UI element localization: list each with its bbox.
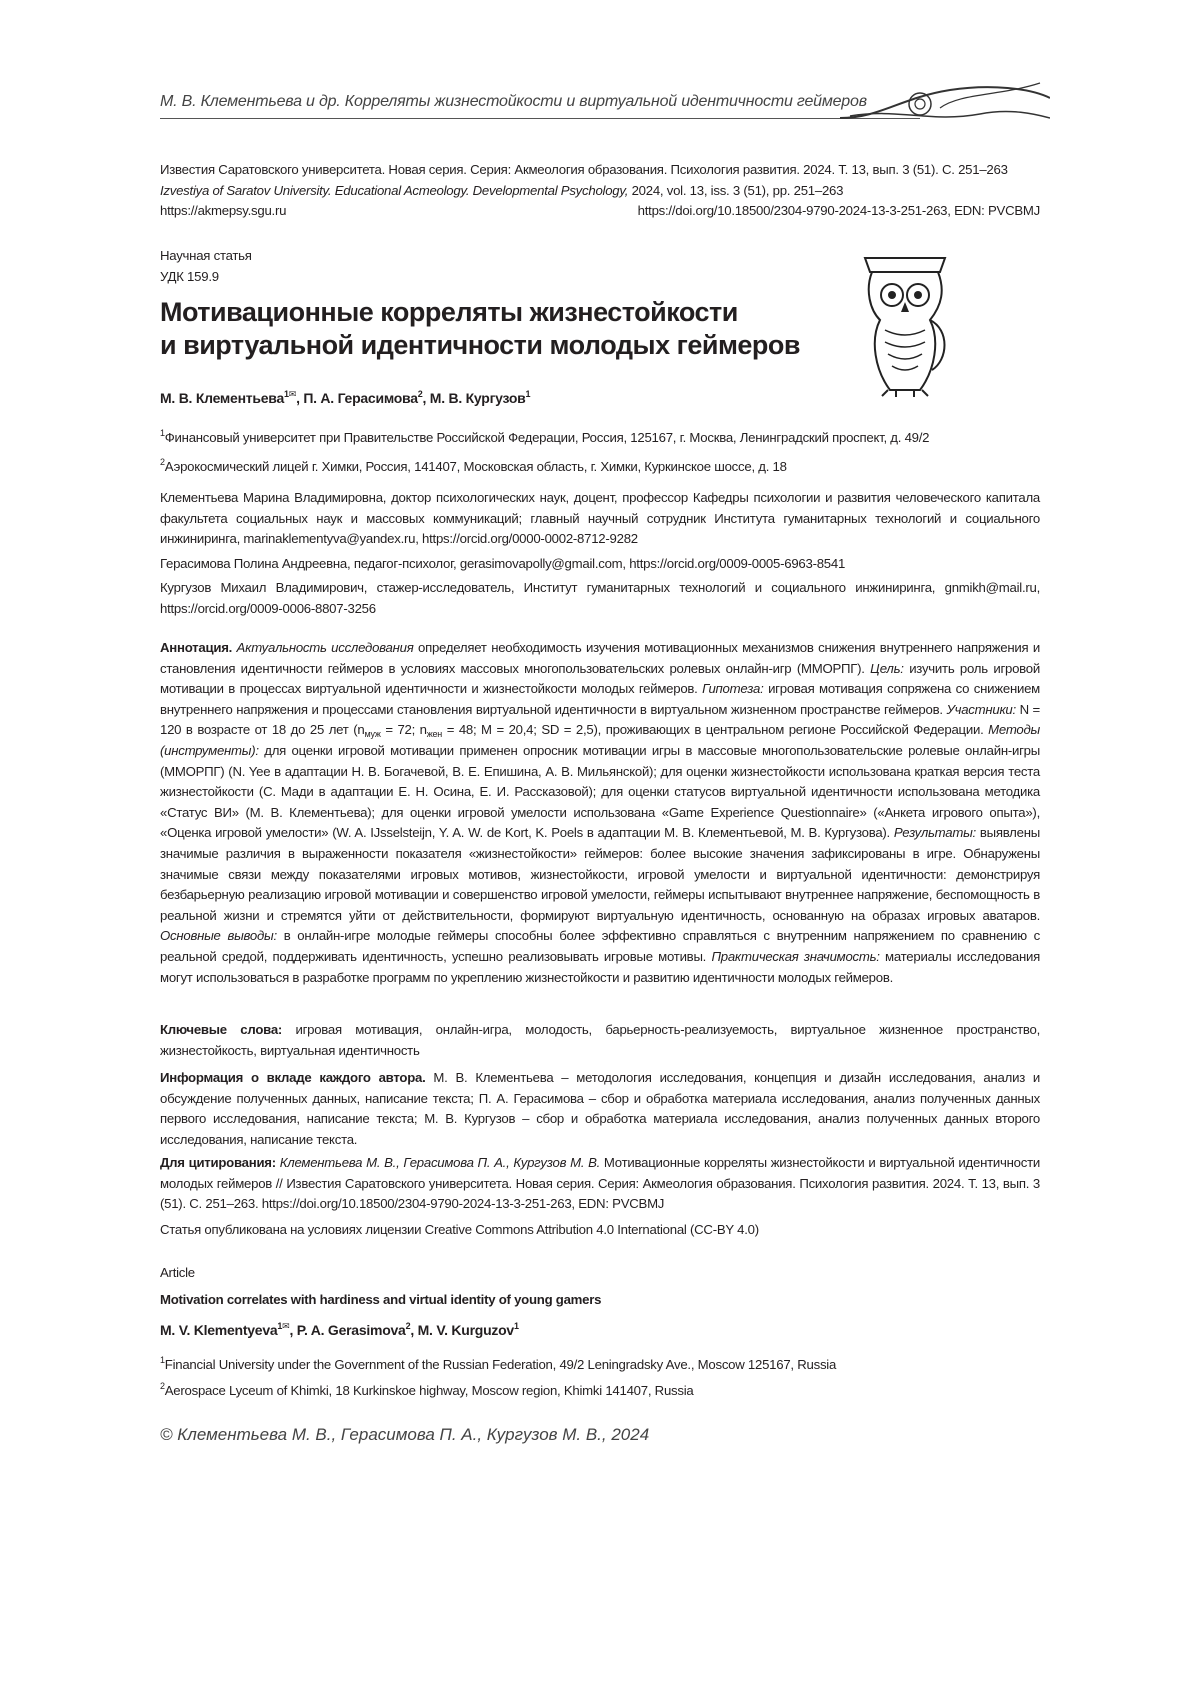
envelope-icon[interactable]: ✉ [282, 1321, 290, 1331]
citation-text: Мотивационные корреляты жизнестойкости и виртуальной идентичности молодых геймеров // Известия Саратовского университета. Новая серия. Серия: Акмеология образования. Психология развития. 2024. Т. 13, вып. 3 (51). С. 251–263. https://doi.org/10.18500/2304-9790-2024-13-3-251-263, EDN: PVCBMJ [160, 1155, 1040, 1212]
affiliation: Aerospace Lyceum of Khimki, 18 Kurkinskoe highway, Moscow region, Khimki 141407, Russia [164, 1382, 694, 1398]
sep: , [410, 1322, 418, 1338]
author-sup: 1 [277, 1321, 283, 1331]
affil-sup: 1 [160, 428, 165, 438]
author-bio: Кургузов Михаил Владимирович, стажер-исследователь, Институт гуманитарных технологий и социального инжиниринга, gnmikh@mail.ru, https://orcid.org/0009-0006-8807-3256 [160, 580, 1040, 616]
journal-en: Izvestiya of Saratov University. Educational Acmeology. Developmental Psychology, [160, 182, 629, 198]
title-line-2: и виртуальной идентичности молодых геймеров [160, 330, 801, 360]
author-sup: 1 [284, 389, 289, 399]
owl-logo-icon [860, 250, 950, 400]
annotation-heading: Участники: [946, 701, 1016, 717]
sep: , [289, 1322, 297, 1338]
author-sup: 1 [513, 1321, 519, 1331]
annotation-text: для оценки игровой мотивации применен опросник мотивации игры в массовые многопользовательские ролевые онлайн-игры (ММОРПГ) (N. Yee в адаптации Н. В. Богачевой, В. Е. Епишина, А. В. Мильянской); для оценки жизнестойкости использована краткая версия теста жизнестойкости (С. Мади в адаптации Е. Н. Осина, Е. И. Рассказовой); для оценки статусов виртуальной идентичности использована методика «Статус ВИ» (М. В. Клементьева); для оценки игровой умелости использована «Game Experience Questionnaire» («Анкета игрового опыта»), «Оценка игровой умелости» (W. A. IJsselsteijn, Y. A. W. de Kort, K. Poels в адаптации М. В. Клементьевой, М. В. Кургузова). [160, 742, 1040, 841]
affiliation: Financial University under the Government of the Russian Federation, 49/2 Leningradsky Ave., Moscow 125167, Russia [164, 1357, 837, 1372]
annotation-text: N = 120 в возрасте от 18 до 25 лет (n [160, 701, 1040, 738]
article-type-en: Article [160, 1265, 195, 1280]
article-title [160, 296, 800, 362]
author-name: М. В. Клементьева [160, 390, 284, 406]
annotation-heading: Методы (инструменты): [160, 722, 1040, 758]
header-rule [160, 118, 920, 119]
affil-sup: 2 [160, 1380, 165, 1391]
annotation-heading: Основные выводы: [160, 928, 277, 944]
annotation-heading: Результаты: [893, 825, 976, 841]
annotation-text: определяет необходимость изучения мотивационных механизмов снижения внутреннего напряжения и становления идентичности геймеров в условиях массовых многопользовательских ролевых онлайн-игр (ММОРПГ). [160, 640, 1041, 676]
journal-site-link[interactable]: https://akmepsy.sgu.ru [160, 203, 287, 219]
annotation-label: Аннотация. [160, 640, 233, 655]
annotation-heading: Актуальность исследования [236, 640, 414, 655]
affil-sup: 2 [160, 456, 165, 467]
citation [160, 1153, 1040, 1215]
author-sup: 2 [405, 1321, 411, 1331]
annotation-text: выявлены значимые различия в выраженности показателя «жизнестойкости» геймеров: более высокие значения зафиксированы в игре. Обнаружены значимые связи между показателями игровых мотивов, жизнестойкости, игровой умелости и виртуальной идентичности: демонстрируя безбарьерную реализацию игровой мотивации и совершенство игровой умелости, геймеры испытывают внутреннее напряжение, беспомощность в реальной жизни и стремятся уйти от действительности, формируют виртуальную идентичность, основанную на образах игровых аватаров. [160, 825, 1040, 923]
contribution-text: М. В. Клементьева – методология исследования, концепция и дизайн исследования, анализ и обсуждение полученных данных, написание текста; П. А. Герасимова – сбор и обработка материала исследования, анализ полученных данных первого исследования, написание текста; М. В. Кургузов – сбор и обработка материала исследования, анализ полученных данных второго исследования, написание текста. [160, 1070, 1041, 1147]
annotation-heading: Практическая значимость: [711, 948, 880, 964]
author-bio: Герасимова Полина Андреевна, педагог-психолог, gerasimovapolly@gmail.com, https://orcid.org/0009-0005-6963-8541 [160, 555, 846, 571]
affiliations-ru [160, 428, 1040, 477]
annotation-text: материалы исследования могут использоваться в разработке программ по укреплению жизнестойкости и развитию идентичности молодых геймеров. [160, 948, 1040, 985]
article-type: Научная статья [160, 248, 252, 263]
affiliations-en [160, 1355, 1040, 1401]
sep: , [296, 390, 304, 406]
keywords-label: Ключевые слова: [160, 1022, 283, 1037]
doi-link[interactable]: https://doi.org/10.18500/2304-9790-2024-13-3-251-263, EDN: PVCBMJ [637, 203, 1040, 219]
author-sup: 2 [417, 389, 423, 399]
affiliation: Финансовый университет при Правительстве Российской Федерации, Россия, 125167, г. Москва, Ленинградский проспект, д. 49/2 [164, 430, 930, 445]
license: Статья опубликована на условиях лицензии Creative Commons Attribution 4.0 International (CC-BY 4.0) [160, 1222, 759, 1237]
citation-label: Для цитирования: [160, 1155, 276, 1170]
author-sup: 1 [525, 389, 531, 399]
keywords [160, 1020, 1040, 1061]
annotation-text: изучить роль игровой мотивации в процессах виртуальной идентичности и жизнестойкости молодых геймеров. [160, 660, 1040, 697]
authors-ru [160, 388, 1040, 409]
annotation-heading: Цель: [870, 660, 904, 676]
author-name: М. В. Кургузов [429, 390, 526, 406]
author-name: M. V. Klementyeva [160, 1322, 278, 1338]
annotation [160, 638, 1040, 988]
affiliation: Аэрокосмический лицей г. Химки, Россия, 141407, Московская область, г. Химки, Куркинское шоссе, д. 18 [164, 458, 787, 474]
copyright: © Клементьева М. В., Герасимова П. А., Кургузов М. В., 2024 [160, 1425, 650, 1444]
ornament-icon [840, 78, 1050, 133]
author-name: M. V. Kurguzov [417, 1322, 514, 1338]
author-name: P. A. Gerasimova [296, 1322, 406, 1338]
affil-sup: 1 [160, 1355, 165, 1365]
contribution [160, 1068, 1040, 1150]
contribution-label: Информация о вкладе каждого автора. [160, 1070, 426, 1085]
keywords-text: игровая мотивация, онлайн-игра, молодость, барьерность-реализуемость, виртуальное жизненное пространство, жизнестойкость, виртуальная идентичность [160, 1022, 1040, 1058]
subscript: муж [364, 729, 381, 740]
article-title-en: Motivation correlates with hardiness and virtual identity of young gamers [160, 1292, 602, 1307]
author-name: П. А. Герасимова [303, 390, 418, 406]
udk: УДК 159.9 [160, 268, 219, 284]
author-bios [160, 488, 1040, 620]
journal-info [160, 160, 1040, 222]
annotation-text: = 48; M = 20,4; SD = 2,5), проживающих в центральном регионе Российской Федерации. [442, 722, 989, 738]
author-bio: Клементьева Марина Владимировна, доктор психологических наук, доцент, профессор Кафедры психологии и развития человеческого капитала факультета социальных наук и массовых коммуникаций; главный научный сотрудник Института гуманитарных технологий и социального инжиниринга, marinaklementyva@yandex.ru, https://orcid.org/0000-0002-8712-9282 [160, 490, 1040, 547]
title-line-1: Мотивационные корреляты жизнестойкости [160, 297, 738, 327]
journal-en-rest: 2024, vol. 13, iss. 3 (51), pp. 251–263 [628, 182, 844, 198]
running-header: М. В. Клементьева и др. Корреляты жизнестойкости и виртуальной идентичности геймеров [160, 93, 867, 110]
annotation-text: = 72; n [380, 722, 427, 738]
authors-en [160, 1320, 1040, 1341]
journal-ru: Известия Саратовского университета. Новая серия. Серия: Акмеология образования. Психология развития. 2024. Т. 13, вып. 3 (51). С. 251–263 [160, 162, 1008, 177]
annotation-text: в онлайн-игре молодые геймеры способны более эффективно справляться с внутренним напряжением по сравнению с реальной средой, поддерживать идентичность, успешно реализовывать игровые мотивы. [160, 928, 1040, 964]
sep: , [422, 390, 430, 406]
annotation-text: игровая мотивация сопряжена со снижением внутреннего напряжения и процессами становления виртуальной идентичности в виртуальном жизненном пространстве геймеров. [160, 681, 1040, 717]
envelope-icon[interactable]: ✉ [288, 389, 297, 399]
annotation-heading: Гипотеза: [702, 681, 764, 697]
subscript: жен [426, 729, 443, 740]
citation-authors: Клементьева М. В., Герасимова П. А., Кургузов М. В. [275, 1155, 601, 1170]
